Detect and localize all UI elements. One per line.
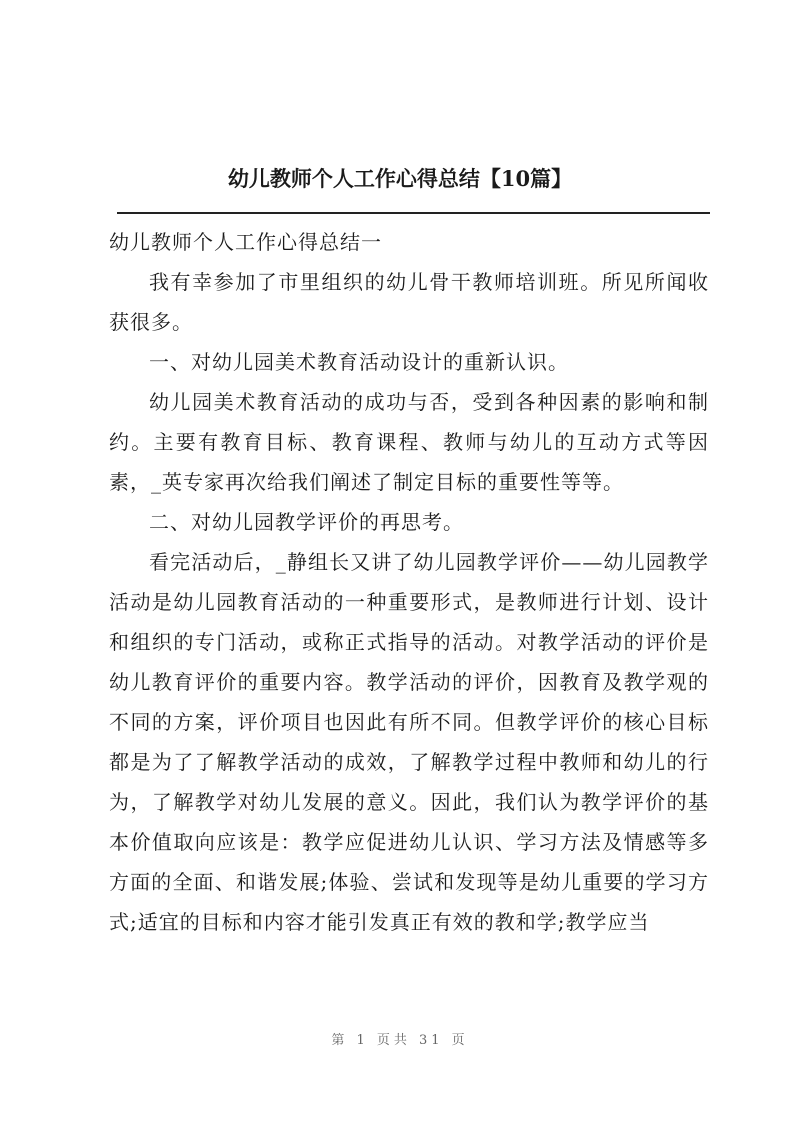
paragraph: 我有幸参加了市里组织的幼儿骨干教师培训班。所见所闻收获很多。: [109, 270, 709, 334]
page-footer: 第 1 页共 31 页: [331, 1033, 469, 1048]
paragraph: 幼儿园美术教育活动的成功与否，受到各种因素的影响和制约。主要有教育目标、教育课程、教师与幼儿的互动方式等因素，_英专家再次给我们阐述了制定目标的重要性等等。: [109, 390, 709, 494]
document-title: 幼儿教师个人工作心得总结【10篇】: [227, 166, 573, 191]
paragraph-heading: 一、对幼儿园美术教育活动设计的重新认识。: [149, 350, 569, 374]
section-title: 幼儿教师个人工作心得总结一: [109, 230, 382, 254]
document-body: [109, 222, 709, 942]
title-divider: [117, 212, 710, 214]
paragraph-heading: 二、对幼儿园教学评价的再思考。: [149, 510, 464, 534]
paragraph: 看完活动后，_静组长又讲了幼儿园教学评价——幼儿园教学活动是幼儿园教育活动的一种重要形式，是教师进行计划、设计和组织的专门活动，或称正式指导的活动。对教学活动的评价是幼儿教育评价的重要内容。教学活动的评价，因教育及教学观的不同的方案，评价项目也因此有所不同。但教学评价的核心目标都是为了了解教学活动的成效，了解教学过程中教师和幼儿的行为，了解教学对幼儿发展的意义。因此，我们认为教学评价的基本价值取向应该是：教学应促进幼儿认识、学习方法及情感等多方面的全面、和谐发展;体验、尝试和发现等是幼儿重要的学习方式;适宜的目标和内容才能引发真正有效的教和学;教学应当: [109, 550, 709, 934]
